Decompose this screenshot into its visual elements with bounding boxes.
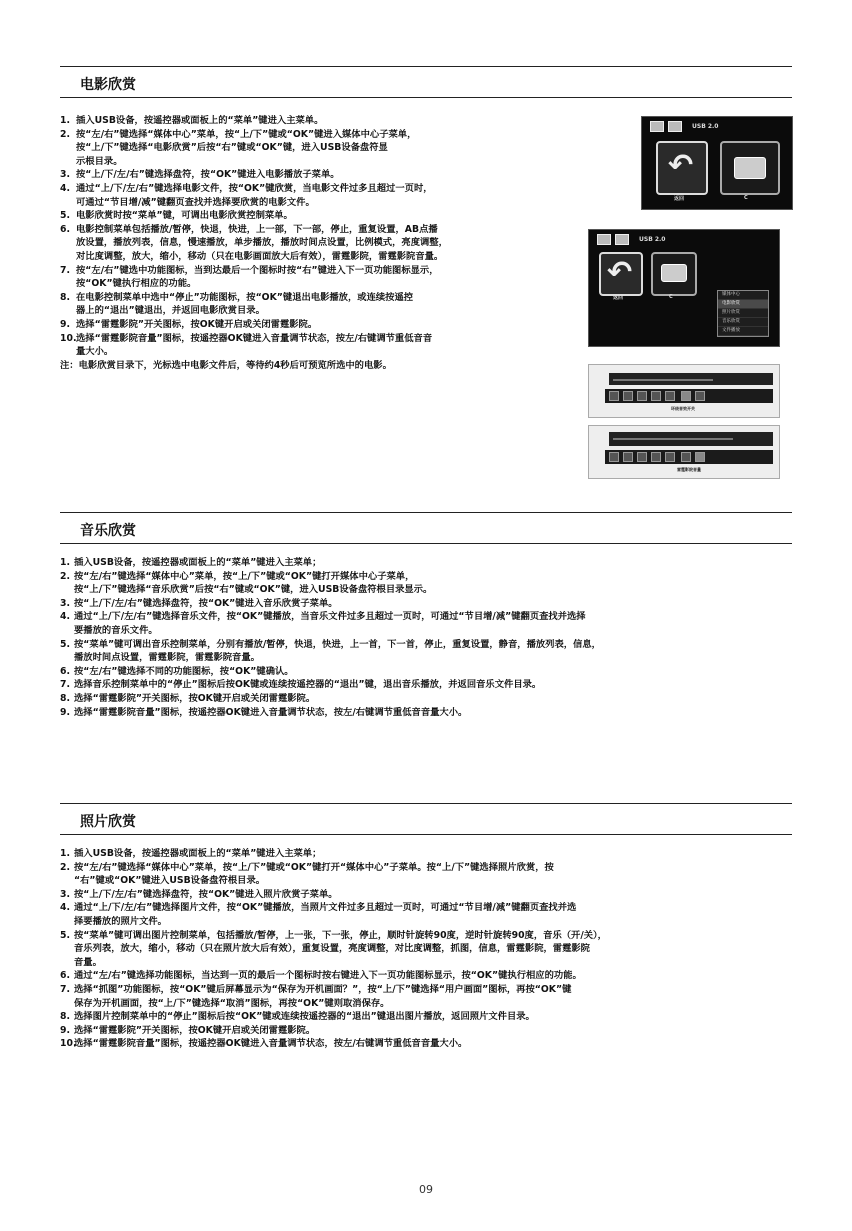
usb-label: USB 2.0 [639, 236, 666, 243]
page-number: 09 [419, 1183, 433, 1196]
volume-icon [695, 391, 705, 401]
list-item: 5. 按“菜单”键可调出图片控制菜单，包括播放/暂停，上一张，下一张，停止，顺时针旋转90度，逆时针旋转90度，音乐（开/关）， [60, 929, 607, 941]
section-top-rule-music [60, 512, 792, 513]
volume-icon [695, 452, 705, 462]
drive-tile [720, 141, 780, 195]
list-item: 8. 在电影控制菜单中选中“停止”功能图标，按“OK”键退出电影播放，或连续按遥控 [60, 291, 414, 303]
list-item: 6. 通过“左/右”键选择功能图标，当达到一页的最后一个图标时按右键进入下一页功能图标显示，按“OK”键执行相应的功能。 [60, 970, 582, 982]
zoom-in-icon [637, 391, 647, 401]
zoom-in-icon [637, 452, 647, 462]
section-top-rule-photo [60, 803, 792, 804]
screenshot-control-strip-2 [588, 425, 780, 479]
back-tile [599, 252, 643, 296]
back-tile [656, 141, 708, 195]
screenshot-media-root [641, 116, 793, 210]
list-item: 按“上/下”键选择“电影欣赏”后按“右”键或“OK”键，进入USB设备盘符显 [76, 142, 388, 154]
list-item: 示根目录。 [76, 155, 123, 167]
list-item: 对比度调整，放大，缩小，移动（只在电影画面放大后有效），雷霆影院，雷霆影院音量。 [76, 250, 444, 262]
list-item: 音乐列表，放大，缩小，移动（只在照片放大后有效），重复设置，亮度调整，对比度调整，抓图，信息，雷霆影院，雷霆影院 [74, 943, 590, 955]
screenshot-media-popup [588, 229, 780, 347]
progress-track [613, 379, 713, 381]
list-item: 1. 插入USB设备，按遥控器或面板上的“菜单”键进入主菜单； [60, 848, 322, 859]
back-arrow-icon: ↶ [607, 255, 633, 290]
back-label: 返回 [674, 196, 685, 202]
list-item: 1. 插入USB设备，按遥控器或面板上的“菜单”键进入主菜单； [60, 557, 322, 568]
section-bottom-rule-movie [60, 97, 792, 98]
list-item: 3. 按“上/下/左/右”键选择盘符，按“OK”键进入照片欣赏子菜单。 [60, 888, 338, 900]
drive-icon [661, 264, 687, 282]
list-item: 器上的“退出”键退出，并返回电影欣赏目录。 [76, 305, 265, 317]
screenshot-control-strip-1 [588, 364, 780, 418]
section-title-music: 音乐欣赏 [80, 523, 136, 539]
list-item: 要播放的音乐文件。 [74, 624, 158, 636]
picture-icon [668, 121, 682, 132]
list-item: 4. 通过“上/下/左/右”键选择图片文件，按“OK”键播放，当照片文件过多且超过一页时，可通过“节目增/减”键翻页查找并选 [60, 902, 577, 914]
list-item: 4. 通过“上/下/左/右”键选择音乐文件，按“OK”键播放，当音乐文件过多且超过一页时，可通过“节目增/减”键翻页查找并选择 [60, 611, 586, 623]
drive-icon [734, 157, 766, 179]
picture-icon [597, 234, 611, 245]
list-item: 2. 按“左/右”键选择“媒体中心”菜单，按“上/下”键或“OK”键打开“媒体中心”子菜单。按“上/下”键选择照片欣赏，按 [60, 861, 554, 873]
list-item: 6. 电影控制菜单包括播放/暂停，快退，快进，上一部，下一部，停止，重复设置，AB点播 [60, 223, 438, 235]
play-icon [623, 452, 633, 462]
theater-icon [681, 452, 691, 462]
rewind-icon [609, 391, 619, 401]
drive-tile [651, 252, 697, 296]
picture-icon [650, 121, 664, 132]
list-item: 5. 按“菜单”键可调出音乐控制菜单，分别有播放/暂停，快退，快进，上一首，下一首，停止，重复设置，静音，播放列表，信息， [60, 638, 601, 650]
popup-item: 照片欣赏 [718, 309, 768, 318]
list-item: 8. 选择“雷霆影院”开关图标，按OK键开启或关闭雷霆影院。 [60, 692, 316, 704]
drive-label: C [744, 195, 748, 201]
section-bottom-rule-photo [60, 834, 792, 835]
popup-item: 音乐欣赏 [718, 318, 768, 327]
list-item: 4. 通过“上/下/左/右”键选择电影文件，按“OK”键欣赏，当电影文件过多且超过一页时， [60, 182, 433, 194]
move-icon [665, 452, 675, 462]
list-item: “右”键或“OK”键进入USB设备盘符根目录。 [74, 875, 266, 887]
section-top-rule-movie [60, 66, 792, 67]
back-arrow-icon: ↶ [668, 148, 694, 183]
list-item: 9. 选择“雷霆影院”开关图标，按OK键开启或关闭雷霆影院。 [60, 318, 318, 330]
list-item: 9. 选择“雷霆影院音量”图标，按遥控器OK键进入音量调节状态，按左/右键调节重低音音量大小。 [60, 706, 468, 718]
zoom-out-icon [651, 391, 661, 401]
list-item: 7. 选择“抓图”功能图标，按“OK”键后屏幕显示为“保存为开机画面？”，按“上/下”键选择“用户画面”图标，再按“OK”键 [60, 983, 572, 995]
list-item: 择要播放的照片文件。 [74, 915, 167, 927]
rewind-icon [609, 452, 619, 462]
list-item: 保存为开机画面，按“上/下”键选择“取消”图标，再按“OK”键则取消保存。 [74, 997, 390, 1009]
theater-icon [681, 391, 691, 401]
popup-item: 文件播放 [718, 327, 768, 336]
list-item: 7. 按“左/右”键选中功能图标，当到达最后一个图标时按“右”键进入下一页功能图标显示， [60, 264, 439, 276]
list-item: 1. 插入USB设备，按遥控器或面板上的“菜单”键进入主菜单。 [60, 115, 324, 126]
list-item: 10. 选择“雷霆影院音量”图标，按遥控器OK键进入音量调节状态，按左/右键调节重低音音量大小。 [60, 1038, 468, 1050]
movie-note: 注：电影欣赏目录下，光标选中电影文件后，等待约4秒后可预览所选中的电影。 [60, 359, 392, 371]
move-icon [665, 391, 675, 401]
list-item: 2. 按“左/右”键选择“媒体中心”菜单，按“上/下”键或“OK”键打开媒体中心子菜单， [60, 570, 415, 582]
strip-caption: 环绕音效开关 [671, 406, 695, 411]
list-item: 按“OK”键执行相应的功能。 [76, 278, 197, 290]
list-item: 可通过“节目增/减”键翻页查找并选择要欣赏的电影文件。 [76, 196, 315, 208]
zoom-out-icon [651, 452, 661, 462]
usb-label: USB 2.0 [692, 123, 719, 130]
play-icon [623, 391, 633, 401]
drive-label: C [669, 294, 673, 300]
section-bottom-rule-music [60, 543, 792, 544]
section-title-movie: 电影欣赏 [80, 77, 136, 93]
popup-item: 电影欣赏 [718, 300, 768, 309]
list-item: 9. 选择“雷霆影院”开关图标，按OK键开启或关闭雷霆影院。 [60, 1024, 316, 1036]
list-item: 量大小。 [76, 346, 114, 358]
list-item: 按“上/下”键选择“音乐欣赏”后按“右”键或“OK”键，进入USB设备盘符根目录显示。 [74, 584, 433, 596]
list-item: 10. 选择“雷霆影院音量”图标，按遥控器OK键进入音量调节状态，按左/右键调节重低音音 [60, 332, 433, 344]
list-item: 3. 按“上/下/左/右”键选择盘符，按“OK”键进入电影播放子菜单。 [60, 169, 340, 181]
popup-item: 媒体中心 [718, 291, 768, 300]
section-title-photo: 照片欣赏 [80, 814, 136, 830]
list-item: 3. 按“上/下/左/右”键选择盘符，按“OK”键进入音乐欣赏子菜单。 [60, 597, 338, 609]
back-label: 返回 [613, 295, 624, 301]
list-item: 8. 选择图片控制菜单中的“停止”图标后按“OK”键或连续按遥控器的“退出”键退出图片播放，返回照片文件目录。 [60, 1011, 535, 1023]
media-popup-menu [717, 290, 769, 337]
list-item: 2. 按“左/右”键选择“媒体中心”菜单，按“上/下”键或“OK”键进入媒体中心子菜单， [60, 128, 417, 140]
list-item: 6. 按“左/右”键选择不同的功能图标，按“OK”键确认。 [60, 665, 294, 677]
progress-track [613, 438, 733, 440]
music-steps-list [60, 556, 795, 719]
strip-caption: 雷霆影院音量 [677, 467, 701, 472]
list-item: 7. 选择音乐控制菜单中的“停止”图标后按OK键或连续按遥控器的“退出”键，退出音乐播放，并返回音乐文件目录。 [60, 679, 542, 691]
list-item: 放设置，播放列表，信息，慢速播放，单步播放，播放时间点设置，比例模式，亮度调整， [76, 237, 448, 249]
list-item: 播放时间点设置，雷霆影院，雷霆影院音量。 [74, 652, 260, 664]
photo-steps-list [60, 847, 800, 1051]
picture-icon [615, 234, 629, 245]
movie-steps-list [60, 114, 590, 372]
list-item: 5. 电影欣赏时按“菜单”键，可调出电影欣赏控制菜单。 [60, 210, 293, 222]
list-item: 音量。 [74, 956, 102, 968]
